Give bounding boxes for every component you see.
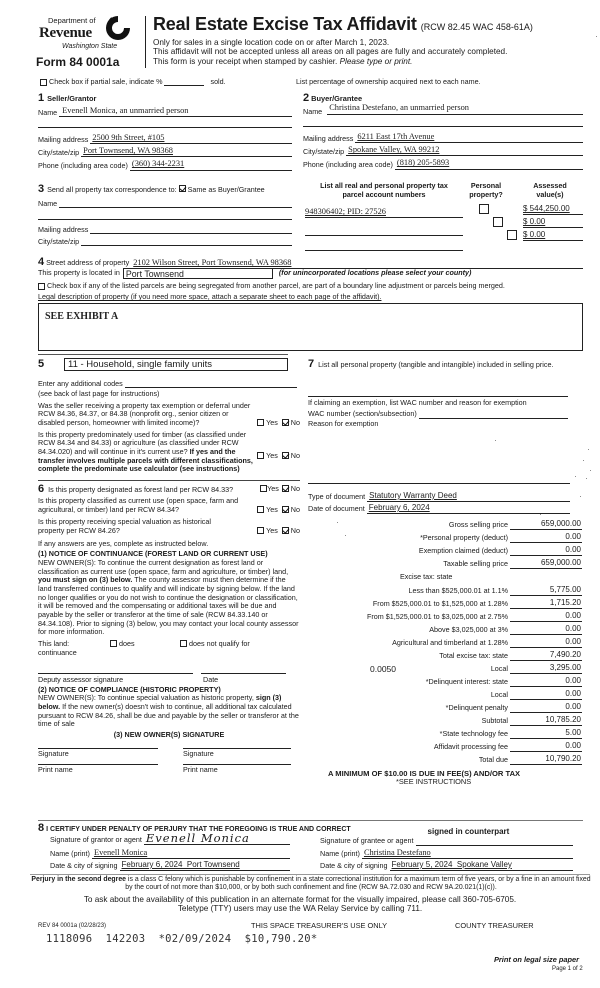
partial-sale-row <box>40 78 280 87</box>
does-not-qualify-checkbox[interactable] <box>180 640 187 647</box>
fee-label: *Personal property (deduct) <box>420 533 508 543</box>
perjury-notice <box>28 876 594 893</box>
fee-gross-selling-price <box>300 519 582 530</box>
segregated-row <box>38 282 588 291</box>
exemption-label: If claiming an exemption, list WAC number and reason for exemption <box>308 398 527 408</box>
fee-label: Local <box>490 690 508 700</box>
legal-description-label: Legal description of property (if you need more space, attach a separate sheet to each page of the affidavit). <box>38 292 382 301</box>
fee-label: Subtotal <box>481 716 508 726</box>
this-land-label: This land: <box>38 638 70 648</box>
section-3-number: 3 <box>38 183 45 195</box>
legal-description-box[interactable] <box>38 303 583 351</box>
tax-row-4 <box>300 624 582 635</box>
state-technology-fee <box>300 728 582 739</box>
section-7-number: 7 <box>308 358 315 370</box>
signature-label-2: Signature <box>183 748 214 758</box>
fee-taxable-selling-price <box>300 558 582 569</box>
seller-name-field[interactable]: Evenell Monica, an unmarried person <box>59 106 292 117</box>
county-treasurer: COUNTY TREASURER <box>455 921 534 930</box>
additional-codes-label: Enter any additional codes <box>38 378 123 388</box>
q-exemption-no-checkbox[interactable] <box>282 419 289 426</box>
tax-label: Total excise tax: state <box>439 651 508 661</box>
grantor-name-field[interactable]: Evenell Monica <box>92 848 290 859</box>
header-divider <box>145 16 146 68</box>
parcels-header-assessed: Assessed value(s) <box>533 181 567 199</box>
buyer-name-label: Name <box>303 106 323 116</box>
fee-value[interactable]: 0.00 <box>510 545 582 556</box>
page-title: Real Estate Excise Tax Affidavit <box>153 14 417 34</box>
partial-sale-percent-input[interactable] <box>164 78 204 86</box>
fee-personal-property <box>300 532 582 543</box>
does-label: does <box>119 638 135 648</box>
grantor-name-label: Name (print) <box>50 849 90 859</box>
notice2-text-a: NEW OWNER(S): To continue special valuation as historic property, <box>38 693 254 703</box>
corr-mailing-field[interactable] <box>90 225 292 234</box>
new-owner-print-name-1[interactable] <box>38 759 158 765</box>
tax-row-local <box>300 663 582 674</box>
grantee-signature-row <box>320 827 573 846</box>
notice1-body <box>38 559 300 637</box>
fee-label: Affidavit processing fee <box>433 742 508 752</box>
title-ref: (RCW 82.45 WAC 458-61A) <box>420 22 533 32</box>
fee-value[interactable]: 0.00 <box>510 702 582 713</box>
assessed-value-2[interactable]: $ 0.00 <box>523 217 583 228</box>
tax-label: Less than $525,000.01 at 1.1% <box>408 586 508 596</box>
treasurer-use-only: THIS SPACE TREASURER'S USE ONLY <box>251 921 388 930</box>
seller-phone-label: Phone (including area code) <box>38 160 128 170</box>
doc-date-label: Date of document <box>308 503 365 513</box>
additional-codes-field[interactable] <box>125 379 297 388</box>
q-current-use-yes-checkbox[interactable] <box>257 506 264 513</box>
fee-label: Exemption claimed (deduct) <box>418 546 508 556</box>
print-name-label-2: Print name <box>183 764 218 774</box>
deputy-date-label: Date <box>203 674 219 684</box>
notice1-text-a: NEW OWNER(S): To continue the current designation as forest land or classification as current use (open space, farm and agriculture, or timber) land, <box>38 558 289 576</box>
tax-label: Agricultural and timberland at 1.28% <box>392 638 508 648</box>
parcels-header-parcel: List all real and personal property tax parcel account numbers <box>320 181 448 199</box>
deputy-signature-label: Deputy assessor signature <box>38 674 124 684</box>
q-historic-no-checkbox[interactable] <box>282 527 289 534</box>
tax-row-2 <box>300 598 582 609</box>
dept-of-text: Department of <box>48 16 96 25</box>
does-not-label: does not qualify for <box>189 638 250 648</box>
q-timber-no-checkbox[interactable] <box>282 452 289 459</box>
notice1-title: (1) NOTICE OF CONTINUANCE (FOREST LAND OR CURRENT USE) <box>38 549 268 559</box>
tax-label: From $1,525,000.01 to $3,025,000 at 2.75% <box>366 612 508 622</box>
personal-property-field[interactable] <box>308 371 568 397</box>
minimum-due-note: A MINIMUM OF $10.00 IS DUE IN FEE(S) AND/OR TAX <box>328 769 521 778</box>
located-in-row <box>38 268 583 279</box>
grantee-signature-field[interactable] <box>416 827 573 846</box>
header-line-3: This form is your receipt when stamped by cashier. <box>153 57 338 67</box>
new-owner-signature-1[interactable] <box>38 743 158 749</box>
does-checkbox[interactable] <box>110 640 117 647</box>
q-forest-no-checkbox[interactable] <box>282 485 289 492</box>
grantor-date-label: Date & city of signing <box>50 860 118 870</box>
sold-label: sold. <box>210 77 226 86</box>
notice2-text-b: If the new owner(s) doesn't wish to continue, all additional tax calculated pursuant to RCW 84.26, shall be due and payable by the seller or transferor at the time of sale <box>38 702 299 729</box>
delinquent-penalty <box>300 702 582 713</box>
parcel-number-3[interactable] <box>305 241 463 251</box>
yes-label: Yes <box>266 526 278 536</box>
treasurer-stamp: 1118096 142203 *02/09/2024 $10,790.20* <box>46 933 318 945</box>
assessed-value-3[interactable]: $ 0.00 <box>523 230 583 241</box>
dor-logo <box>38 14 138 70</box>
street-address-field[interactable]: 2102 Wilson Street, Port Townsend, WA 98368 <box>131 258 583 269</box>
grantor-date-field[interactable]: February 6, 2024 Port Townsend <box>120 860 290 871</box>
q-current-use-no-checkbox[interactable] <box>282 506 289 513</box>
revenue-text: Revenue <box>39 25 92 41</box>
excise-tax-heading: Excise tax: state <box>400 572 453 581</box>
perjury-bold: Perjury in the second degree <box>31 876 126 883</box>
q-timber-text: Is this property predominately used for timber (as classified under RCW 84.34 and 84.33) or agriculture (as classified under RCW 84.34.020) and will continue in it's current use? <box>38 429 247 457</box>
section-6-number: 6 <box>38 483 45 495</box>
ownership-note: List percentage of ownership acquired next to each name. <box>296 77 481 86</box>
wac-field[interactable] <box>419 410 568 419</box>
continuance-label: continuance <box>38 647 77 657</box>
new-owner-signature-2[interactable] <box>183 743 291 749</box>
yes-label: Yes <box>266 504 278 514</box>
corr-name-label: Name <box>38 198 58 208</box>
grantor-signature-row <box>50 833 290 845</box>
local-label: Local <box>490 664 508 674</box>
doc-type-label: Type of document <box>308 491 366 501</box>
notice2-body <box>38 694 300 729</box>
grantee-date-label: Date & city of signing <box>320 860 388 870</box>
fee-label: *State technology fee <box>439 729 508 739</box>
tax-row-3 <box>300 611 582 622</box>
if-yes-note: If any answers are yes, complete as instructed below. <box>38 538 209 548</box>
fee-value[interactable]: 0.00 <box>510 532 582 543</box>
delinquent-interest-local <box>300 689 582 700</box>
print-legal-note: Print on legal size paper <box>494 955 580 964</box>
section-5-number: 5 <box>38 358 45 370</box>
section-7 <box>308 358 578 448</box>
alt-format-notice: To ask about the availability of this publication in an alternate format for the visually impaired, please call 360-705-6705. Teletype (TTY) users may use the WA Relay Service by calling 711. <box>83 895 517 913</box>
buyer-mailing-label: Mailing address <box>303 133 354 143</box>
q-current-use-text: Is this property classified as current use (open space, farm and agricultural, or timber) land per RCW 84.34? <box>38 496 239 514</box>
signed-in-counterpart: signed in counterpart <box>427 827 510 836</box>
notice1-text-bold: you must sign on (3) below. <box>38 575 133 585</box>
fee-value[interactable]: 5.00 <box>510 728 582 739</box>
partial-sale-label: Check box if partial sale, indicate % <box>49 77 163 86</box>
no-label: No <box>290 418 300 428</box>
parcel-number-2[interactable] <box>305 226 463 236</box>
header-line-2: This affidavit will not be accepted unless all areas on all pages are fully and accurately completed. <box>153 47 508 57</box>
doc-date-row <box>308 503 570 514</box>
seller-city-field[interactable]: Port Townsend, WA 98368 <box>81 146 292 157</box>
dor-swirl-icon <box>104 14 132 42</box>
q-forest-yes-checkbox[interactable] <box>260 485 267 492</box>
segregated-label: Check box if any of the listed parcels are being segregated from another parcel, are part of a boundary line adjustment or parcels being merged. <box>47 281 505 290</box>
section-8-number: 8 <box>38 822 45 834</box>
affidavit-processing-fee <box>300 741 582 752</box>
deputy-date-field[interactable] <box>201 666 286 674</box>
use-code-select[interactable]: 11 - Household, single family units <box>64 358 288 371</box>
fee-label: Taxable selling price <box>443 559 508 569</box>
legal-description-text: SEE EXHIBIT A <box>45 311 119 322</box>
buyer-mailing-field[interactable]: 6211 East 17th Avenue <box>355 132 583 143</box>
buyer-city-field[interactable]: Spokane Valley, WA 99212 <box>346 145 583 156</box>
header-line-1: Only for sales in a single location code on or after March 1, 2023. <box>153 37 390 47</box>
deputy-signature-field[interactable] <box>38 666 193 674</box>
reason-label: Reason for exemption <box>308 418 379 428</box>
section-6 <box>38 483 300 777</box>
notice2-text-bold: sign (3) below. <box>38 693 282 712</box>
new-owner-print-name-2[interactable] <box>183 759 291 765</box>
located-in-label: This property is located in <box>38 268 120 278</box>
fee-exemption-claimed <box>300 545 582 556</box>
doc-date-field[interactable]: February 6, 2024 <box>367 503 570 514</box>
seller-heading: Seller/Grantor <box>47 94 97 103</box>
fee-value[interactable]: 659,000.00 <box>510 558 582 569</box>
seller-section <box>38 92 292 171</box>
doc-type-row <box>308 491 570 502</box>
tax-value[interactable]: 0.00 <box>510 624 582 635</box>
corr-mailing-label: Mailing address <box>38 224 89 234</box>
wac-label: WAC number (section/subsection) <box>308 409 417 419</box>
q-forest-text: Is this property designated as forest land per RCW 84.33? <box>48 485 234 494</box>
see-instructions-note: *SEE INSTRUCTIONS <box>396 777 472 786</box>
partial-sale-checkbox[interactable] <box>40 79 47 86</box>
buyer-phone-field[interactable]: (818) 205-5893 <box>395 158 583 169</box>
new-owner-signature-title: (3) NEW OWNER(S) SIGNATURE <box>113 730 225 739</box>
buyer-name-line-2[interactable] <box>303 116 583 127</box>
certify-text: I CERTIFY UNDER PENALTY OF PERJURY THAT THE FOREGOING IS TRUE AND CORRECT <box>46 826 351 833</box>
grantee-date-field[interactable]: February 5, 2024 Spokane Valley <box>390 860 573 871</box>
corr-name-field[interactable] <box>59 199 292 208</box>
segregated-checkbox[interactable] <box>38 283 45 290</box>
parcels-table <box>303 181 585 239</box>
tax-value[interactable]: 5,775.00 <box>510 585 582 596</box>
corr-name-line-2[interactable] <box>38 208 292 220</box>
no-label: No <box>290 484 300 493</box>
yes-label: Yes <box>266 450 278 460</box>
signature-label-1: Signature <box>38 748 69 758</box>
grantor-date-row <box>50 860 290 871</box>
tax-value[interactable]: 0.00 <box>510 611 582 622</box>
delinquent-interest-state <box>300 676 582 687</box>
parcel-number-1[interactable]: 948306402; PID: 27526 <box>305 207 463 218</box>
correspondence-label: Send all property tax correspondence to: <box>47 185 177 194</box>
fee-value[interactable]: 10,785.20 <box>510 715 582 726</box>
corr-city-field[interactable] <box>81 237 292 246</box>
fee-value[interactable]: 0.00 <box>510 741 582 752</box>
personal-property-checkbox-1[interactable] <box>479 204 489 214</box>
buyer-phone-label: Phone (including area code) <box>303 159 393 169</box>
reason-field[interactable] <box>308 428 578 448</box>
q-historic-text: Is this property receiving special valuation as historical property per RCW 84.26? <box>38 517 211 536</box>
form-number: Form 84 0001a <box>36 55 120 69</box>
grantor-name-row <box>50 848 290 859</box>
fee-value[interactable]: 659,000.00 <box>510 519 582 530</box>
rev-number: REV 84 0001a (02/28/23) <box>38 923 107 929</box>
q-timber-yes-checkbox[interactable] <box>257 452 264 459</box>
no-label: No <box>290 450 300 460</box>
tax-label: Above $3,025,000 at 3% <box>429 625 508 635</box>
notice1-text-b: The county assessor must then determine if the land transferred continues to qualify and will indicate by signing below. If the land no longer qualifies or you do not wish to continue the designation or classification, it will be removed and the compensating or additional taxes will be due and payable by the seller or transferor at the time of sale (RCW 84.33.140 or 84.34.108). Prior to signing (3) below, you may contact your local county assessor for more information. <box>38 575 299 637</box>
fee-label: *Delinquent penalty <box>445 703 508 713</box>
seller-name-label: Name <box>38 107 58 117</box>
grantee-name-field[interactable]: Christina Destefano <box>362 848 573 859</box>
q-timber-bold: If yes and the transfer involves multiple parcels with different classifications, complete the predominate use calculator (see instructions) <box>38 447 253 474</box>
section-1-number: 1 <box>38 92 45 104</box>
tax-row-5 <box>300 637 582 648</box>
q-exemption-yes-checkbox[interactable] <box>257 419 264 426</box>
doc-type-field[interactable]: Statutory Warranty Deed <box>367 491 570 502</box>
q-historic-yes-checkbox[interactable] <box>257 527 264 534</box>
local-rate[interactable]: 0.0050 <box>370 663 396 674</box>
seller-phone-field[interactable]: (360) 344-2231 <box>130 159 292 170</box>
header-line-3-italic: Please type or print. <box>339 57 413 67</box>
see-back-note: (see back of last page for instructions) <box>38 389 160 399</box>
q-exemption-text: Was the seller receiving a property tax exemption or deferral under RCW 84.36, 84.37, or 84.38 (nonprofit org., senior citizen or disabled person, homeowner with limited income)? <box>38 400 251 428</box>
tax-value[interactable]: 1,715.20 <box>510 598 582 609</box>
corr-city-label: City/state/zip <box>38 236 80 246</box>
page-number: Page 1 of 2 <box>552 966 583 972</box>
grantee-date-row <box>320 860 573 871</box>
same-as-buyer-label: Same as Buyer/Grantee <box>187 185 265 194</box>
yes-label: Yes <box>266 418 278 428</box>
section-5 <box>38 358 300 474</box>
buyer-section <box>303 92 583 170</box>
fee-value[interactable]: 10,790.20 <box>510 754 582 765</box>
page-title-block <box>153 14 593 67</box>
grantee-name-row <box>320 848 573 859</box>
grantee-signature-label: Signature of grantee or agent <box>320 836 414 846</box>
section-4-number: 4 <box>38 256 45 268</box>
tax-label: From $525,000.01 to $1,525,000 at 1.28% <box>372 599 508 609</box>
located-in-select[interactable]: Port Townsend <box>123 268 273 279</box>
grantor-signature-label: Signature of grantor or agent <box>50 835 142 845</box>
seller-name-line-2[interactable] <box>38 117 292 128</box>
assessed-value-1[interactable]: $ 544,250.00 <box>523 204 583 215</box>
buyer-city-label: City/state/zip <box>303 146 345 156</box>
tax-value[interactable]: 0.00 <box>510 637 582 648</box>
subtotal <box>300 715 582 726</box>
grantee-name-label: Name (print) <box>320 849 360 859</box>
no-label: No <box>290 526 300 536</box>
local-value[interactable]: 3,295.00 <box>510 663 582 674</box>
seller-city-label: City/state/zip <box>38 147 80 157</box>
tax-row-total-state <box>300 650 582 661</box>
section-2-number: 2 <box>303 92 310 104</box>
fee-label: *Delinquent interest: state <box>425 677 508 687</box>
fee-value[interactable]: 0.00 <box>510 676 582 687</box>
fee-value[interactable]: 0.00 <box>510 689 582 700</box>
total-due <box>300 754 582 765</box>
print-name-label-1: Print name <box>38 764 73 774</box>
grantor-signature-field[interactable]: Evenell Monica <box>144 833 290 845</box>
tax-value[interactable]: 7,490.20 <box>510 650 582 661</box>
buyer-name-field[interactable]: Christina Destefano, an unmarried person <box>329 103 469 113</box>
parcels-header-personal: Personal property? <box>469 181 503 199</box>
located-in-note: (for unincorporated locations please select your county) <box>278 268 472 278</box>
yes-label: Yes <box>267 484 279 493</box>
correspondence-section <box>38 183 292 246</box>
fee-label: Total due <box>478 755 508 765</box>
same-as-buyer-checkbox[interactable] <box>179 185 186 192</box>
notice2-title: (2) NOTICE OF COMPLIANCE (HISTORIC PROPERTY) <box>38 684 221 694</box>
buyer-heading: Buyer/Grantee <box>311 94 363 103</box>
street-address-label: Street address of property <box>46 258 130 267</box>
fee-label: Gross selling price <box>448 520 508 530</box>
personal-property-label: List all personal property (tangible and intangible) included in selling price. <box>318 360 554 369</box>
tax-row-1 <box>300 585 582 596</box>
personal-property-checkbox-2[interactable] <box>493 217 503 227</box>
no-label: No <box>290 504 300 514</box>
seller-mailing-field[interactable]: 2500 9th Street, #105 <box>90 133 292 144</box>
perjury-text: is a class C felony which is punishable by confinement in a state correctional institution for a maximum term of five years, or by a fine in an amount fixed by the court of not more than $10,000, or by both such confinement and fine (RCW 9A.72.030 and RCW 9A.20.021(1)(c)). <box>125 876 591 892</box>
washington-state-text: Washington State <box>62 43 118 50</box>
seller-mailing-label: Mailing address <box>38 134 89 144</box>
personal-property-checkbox-3[interactable] <box>507 230 517 240</box>
